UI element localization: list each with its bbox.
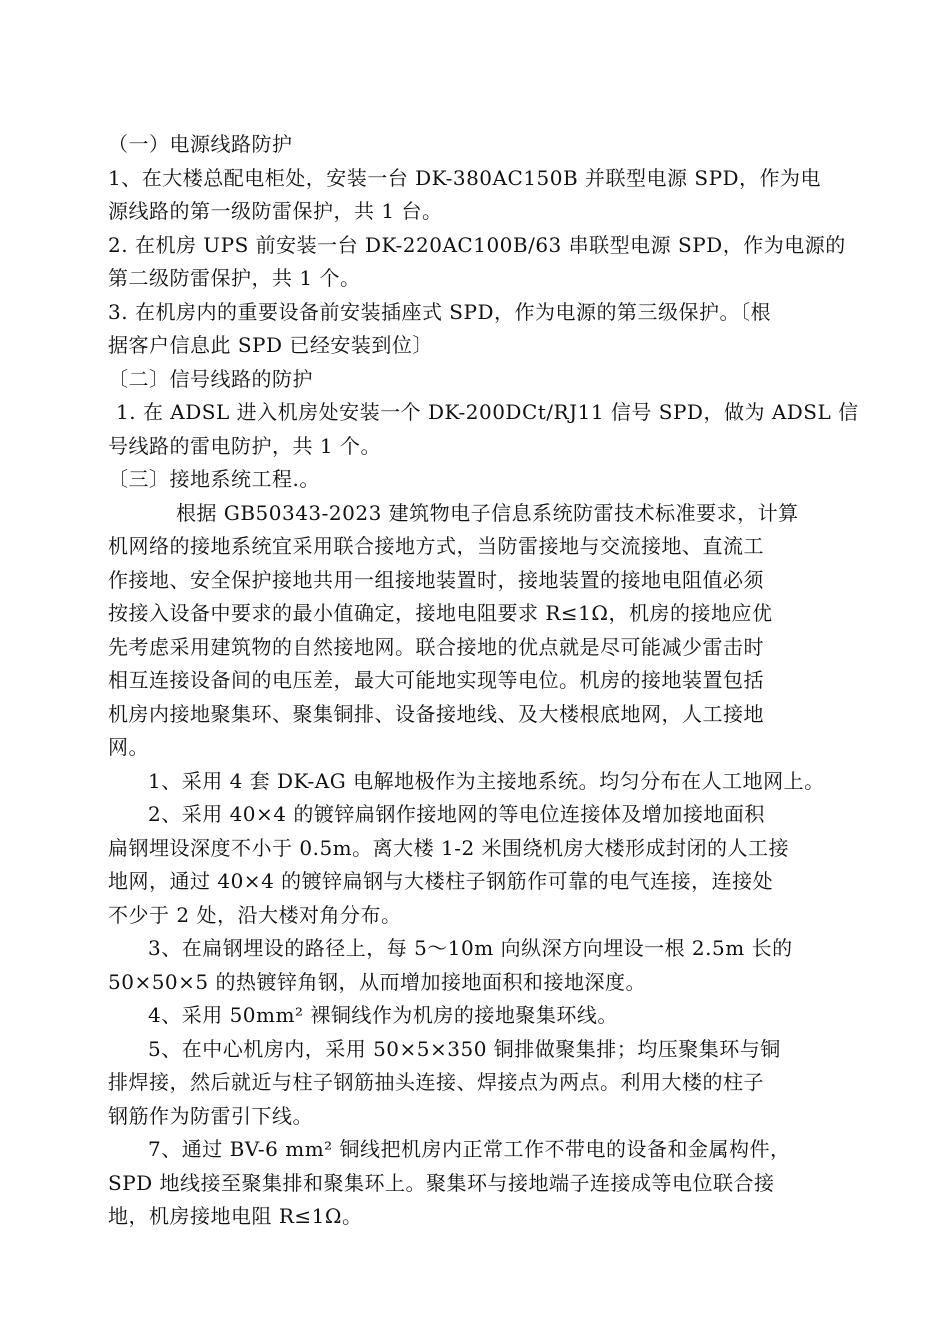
power-item-1-line-1: 1、在大楼总配电柜处，安装一台 DK-380AC150B 并联型电源 SPD，作为电 — [108, 165, 822, 190]
grounding-item-2-line-3: 地网，通过 40×4 的镀锌扁钢与大楼柱子钢筋作可靠的电气连接，连接处 — [108, 869, 774, 893]
power-item-3-line-1: 3. 在机房内的重要设备前安装插座式 SPD，作为电源的第三级保护。〔根 — [108, 299, 771, 324]
grounding-item-7-line-1: 7、通过 BV-6 mm² 铜线把机房内正常工作不带电的设备和金属构件， — [148, 1137, 791, 1161]
grounding-item-7-line-3: 地，机房接地电阻 R≤1Ω。 — [108, 1204, 363, 1228]
grounding-intro-line-4: 按接入设备中要求的最小值确定，接地电阻要求 R≤1Ω，机房的接地应优 — [108, 601, 773, 625]
grounding-item-2-line-2: 扁钢埋设深度不小于 0.5m。离大楼 1-2 米围绕机房大楼形成封闭的人工接 — [108, 835, 790, 860]
grounding-item-3-line-2: 50×50×5 的热镀锌角钢，从而增加接地面积和接地深度。 — [108, 969, 646, 994]
grounding-intro-line-6: 相互连接设备间的电压差，最大可能地实现等电位。机房的接地装置包括 — [108, 668, 764, 692]
grounding-item-2-line-1: 2、采用 40×4 的镀锌扁钢作接地网的等电位连接体及增加接地面积 — [148, 802, 765, 826]
section-heading-grounding: 〔三〕接地系统工程.。 — [108, 467, 320, 491]
grounding-intro-line-7: 机房内接地聚集环、聚集铜排、设备接地线、及大楼根底地网，人工接地 — [108, 701, 764, 726]
grounding-item-5-line-1: 5、在中心机房内，采用 50×5×350 铜排做聚集排；均压聚集环与铜 — [148, 1036, 781, 1061]
document-page — [108, 128, 859, 1234]
grounding-item-5-line-3: 钢筋作为防雷引下线。 — [108, 1103, 313, 1128]
grounding-item-7-line-2: SPD 地线接至聚集排和聚集环上。聚集环与接地端子连接成等电位联合接 — [108, 1170, 775, 1195]
grounding-intro-line-3: 作接地、安全保护接地共用一组接地装置时，接地装置的接地电阻值必须 — [108, 567, 764, 592]
grounding-item-4-line-1: 4、采用 50mm² 裸铜线作为机房的接地聚集环线。 — [148, 1003, 618, 1027]
signal-item-1-line-2: 号线路的雷电防护，共 1 个。 — [108, 433, 381, 458]
section-heading-signal: 〔二〕信号线路的防护 — [108, 366, 313, 391]
grounding-item-3-line-1: 3、在扁钢埋设的路径上，每 5～10m 向纵深方向埋设一根 2.5m 长的 — [148, 936, 793, 960]
grounding-intro-line-8: 网。 — [108, 735, 149, 759]
grounding-intro-line-5: 先考虑采用建筑物的自然接地网。联合接地的优点就是尽可能减少雷击时 — [108, 634, 764, 659]
power-item-2-line-2: 第二级防雷保护，共 1 个。 — [108, 266, 361, 290]
grounding-item-5-line-2: 排焊接，然后就近与柱子钢筋抽头连接、焊接点为两点。利用大楼的柱子 — [108, 1070, 764, 1094]
section-heading-power: （一）电源线路防护 — [108, 132, 293, 156]
power-item-3-line-2: 据客户信息此 SPD 已经安装到位〕 — [108, 333, 433, 357]
grounding-item-1-line-1: 1、采用 4 套 DK-AG 电解地极作为主接地系统。均匀分布在人工地网上。 — [148, 768, 825, 793]
grounding-intro-line-1: 根据 GB50343-2023 建筑物电子信息系统防雷技术标准要求，计算 — [176, 500, 799, 525]
power-item-1-line-2: 源线路的第一级防雷保护，共 1 台。 — [108, 199, 443, 223]
grounding-item-2-line-4: 不少于 2 处，沿大楼对角分布。 — [108, 902, 402, 927]
signal-item-1-line-1: 1. 在 ADSL 进入机房处安装一个 DK-200DCt/RJ11 信号 SPD，做为 ADSL 信 — [116, 400, 859, 424]
grounding-intro-line-2: 机网络的接地系统宜采用联合接地方式，当防雷接地与交流接地、直流工 — [108, 534, 764, 558]
power-item-2-line-1: 2. 在机房 UPS 前安装一台 DK-220AC100B/63 串联型电源 SPD，作为电源的 — [108, 232, 846, 257]
